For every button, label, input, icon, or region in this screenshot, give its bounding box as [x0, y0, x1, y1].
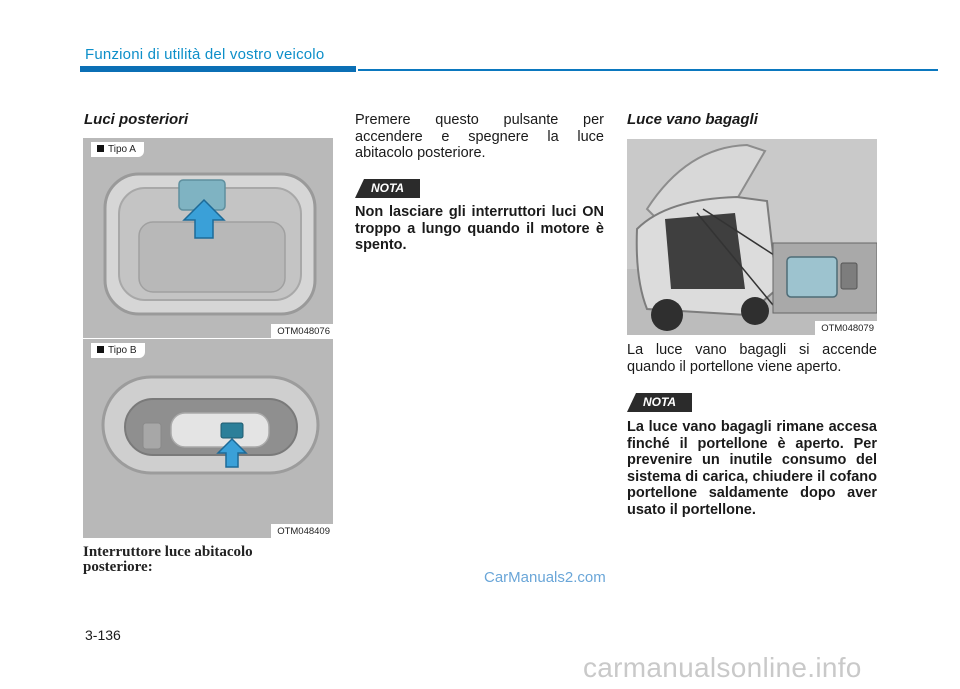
- trunk-light-illustration: [627, 139, 877, 335]
- rear-light-type-a-illustration: [83, 138, 333, 338]
- nota-badge: NOTA: [355, 179, 420, 198]
- figure-type-a: [83, 138, 333, 338]
- figure-label-type-b: [91, 343, 145, 358]
- figure-code-a: OTM048076: [271, 324, 333, 338]
- page-header-title: Funzioni di utilità del vostro veicolo: [85, 46, 325, 63]
- figure-label-text: Tipo A: [108, 144, 136, 155]
- figure-label-type-a: [91, 142, 144, 157]
- figure-caption: Interruttore luce abitacolo posteriore:: [83, 544, 253, 575]
- figure-code-trunk: OTM048079: [815, 321, 877, 335]
- paragraph-rear-light-switch: Premere questo pulsante per accendere e spegnere la luce abitacolo posteriore.: [355, 112, 604, 161]
- section-title-rear-lights: Luci posteriori: [84, 111, 189, 128]
- rear-light-type-b-illustration: [83, 339, 333, 538]
- section-title-trunk-light: Luce vano bagagli: [627, 111, 758, 128]
- watermark-link[interactable]: CarManuals2.com: [484, 569, 606, 586]
- paragraph-trunk-light: La luce vano bagagli si accende quando il portellone viene aperto.: [627, 342, 877, 375]
- figure-type-b: [83, 339, 333, 538]
- figure-code-b: OTM048409: [271, 524, 333, 538]
- page-number: 3-136: [85, 627, 121, 643]
- nota-text-lights: Non lasciare gli interruttori luci ON troppo a lungo quando il motore è spento.: [355, 204, 604, 253]
- nota-text-trunk: La luce vano bagagli rimane accesa finché il portellone è aperto. Per prevenire un inutile consumo del sistema di carica, chiudere il cofano portellone saldamente dopo aver usato il portellone.: [627, 419, 877, 518]
- watermark-large: carmanualsonline.info: [583, 652, 862, 683]
- figure-trunk-light: [627, 139, 877, 335]
- header-rule-dark: [80, 66, 356, 72]
- nota-badge: NOTA: [627, 393, 692, 412]
- header-rule-light: [358, 69, 938, 71]
- square-bullet-icon: [97, 145, 104, 152]
- square-bullet-icon: [97, 346, 104, 353]
- figure-label-text: Tipo B: [108, 345, 137, 356]
